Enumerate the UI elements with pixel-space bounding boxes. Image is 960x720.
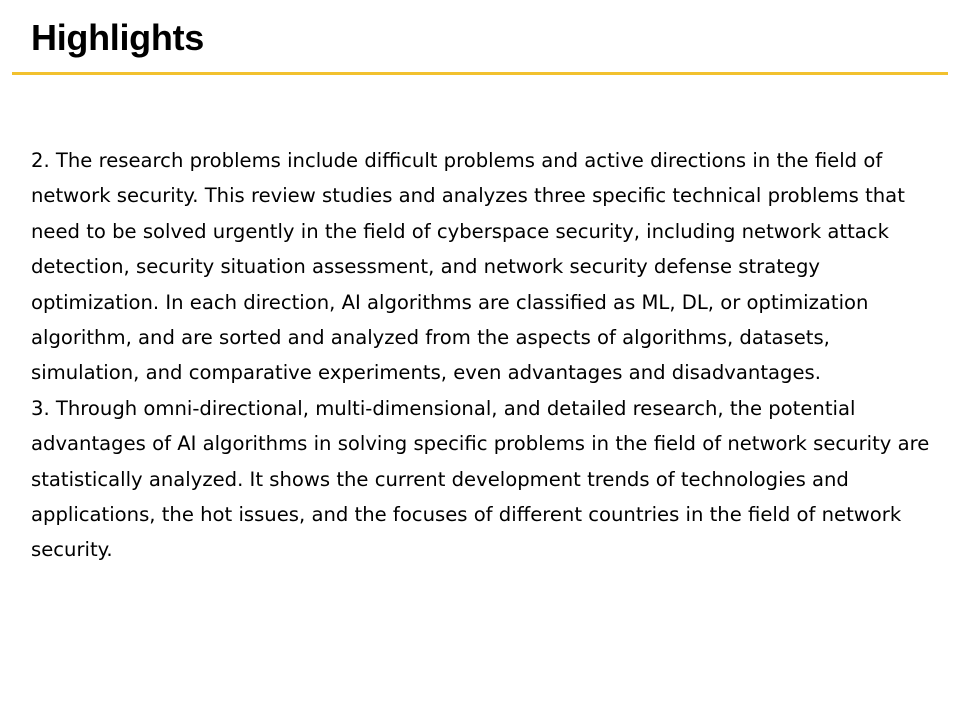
slide-title: Highlights xyxy=(31,17,204,58)
title-underline xyxy=(12,72,948,75)
highlight-paragraph-3: 3. Through omni-directional, multi-dimensional, and detailed research, the potential advantages of AI algorithms in solving specific problems in the field of network security are statistically analyzed. It shows the current development trends of technologies and applications, the hot issues, and the focuses of different countries in the field of network security. xyxy=(31,396,930,562)
highlight-paragraph-2: 2. The research problems include difficult problems and active directions in the field of network security. This review studies and analyzes three specific technical problems that need to be solved urgently in the field of cyberspace security, including network attack detection, security situation assessment, and network security defense strategy optimization. In each direction, AI algorithms are classified as ML, DL, or optimization algorithm, and are sorted and analyzed from the aspects of algorithms, datasets, simulation, and comparative experiments, even advantages and disadvantages. xyxy=(31,149,905,385)
body-text xyxy=(31,143,941,568)
